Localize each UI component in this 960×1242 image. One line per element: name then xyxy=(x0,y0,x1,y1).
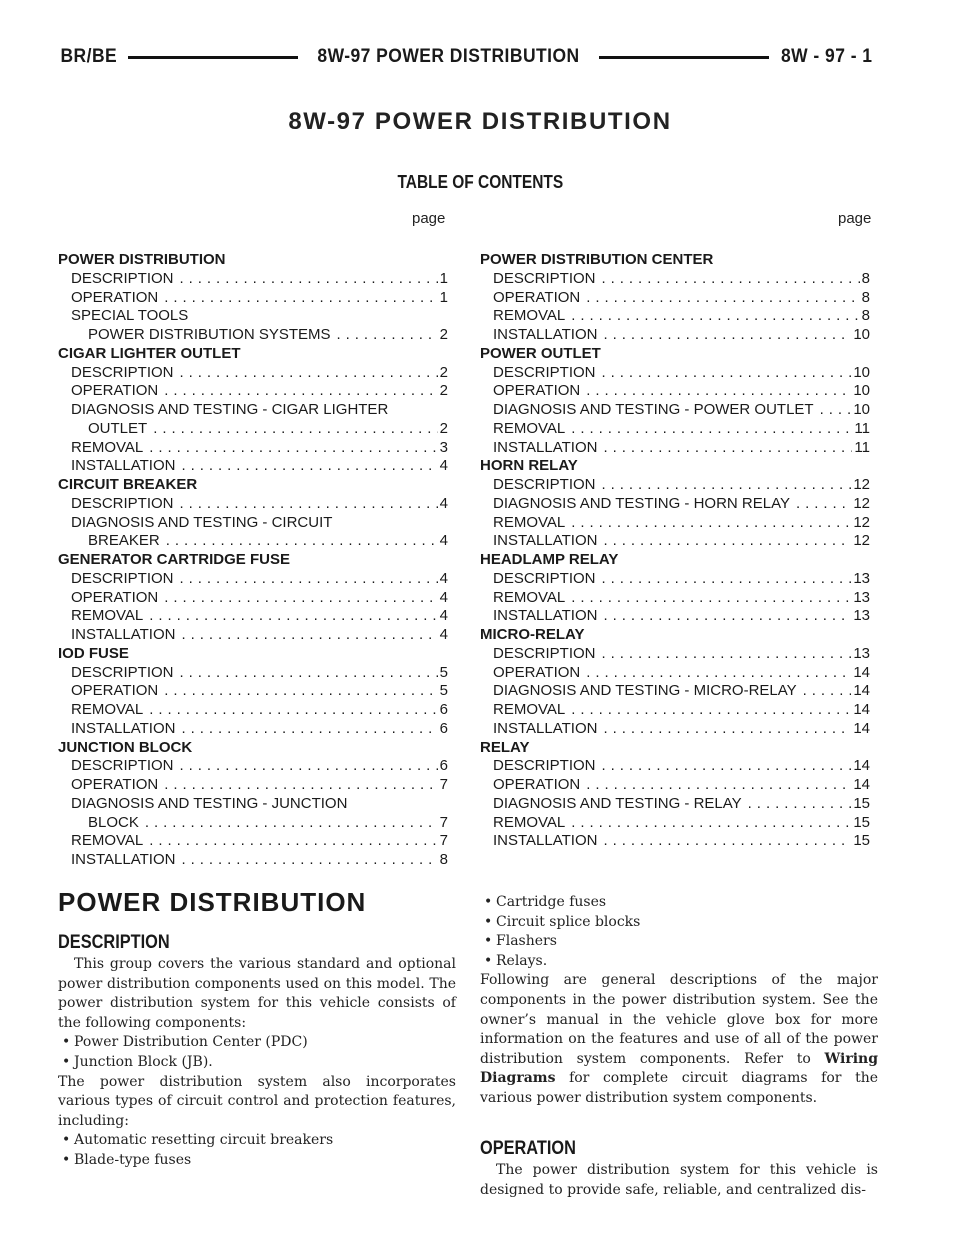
toc-entry-page: 4 xyxy=(439,626,448,643)
toc-entry xyxy=(480,289,870,308)
toc-entry-text: DIAGNOSIS AND TESTING - JUNCTION xyxy=(71,794,348,812)
toc-entry xyxy=(58,514,448,533)
toc-entry-text: OPERATION xyxy=(71,382,159,400)
toc-entry-text: REMOVAL xyxy=(493,813,566,831)
operation-column xyxy=(480,1161,878,1200)
toc-section-entry xyxy=(58,645,448,664)
toc-entry-text: INSTALLATION xyxy=(71,626,176,643)
toc-entry-page: 7 xyxy=(439,813,448,831)
toc-leader-dots xyxy=(181,851,437,870)
toc-entry xyxy=(480,326,870,345)
toc-section-entry xyxy=(480,551,870,570)
toc-entry-text: DIAGNOSIS AND TESTING - HORN RELAY xyxy=(493,494,790,512)
toc-leader-dots xyxy=(164,589,437,608)
toc-entry-page: 15 xyxy=(853,832,870,850)
toc-entry-text: INSTALLATION xyxy=(493,532,598,550)
toc-leader-dots xyxy=(164,382,437,401)
description-paragraph: The power distribution system also incorporates various types of circuit control and protection features, including: xyxy=(58,1073,456,1129)
toc-entry xyxy=(58,757,448,776)
toc-leader-dots xyxy=(180,270,438,289)
toc-entry xyxy=(58,832,448,851)
toc-section-entry xyxy=(58,251,448,270)
list-item: • Relays. xyxy=(484,952,548,969)
toc-leader-dots xyxy=(571,589,851,608)
toc-entry xyxy=(58,495,448,514)
toc-leader-dots xyxy=(603,532,851,551)
toc-leader-dots xyxy=(153,420,437,439)
toc-entry xyxy=(58,307,448,326)
toc-leader-dots xyxy=(603,607,851,626)
toc-section-entry xyxy=(58,551,448,570)
toc-entry-text: REMOVAL xyxy=(493,701,566,718)
toc-leader-dots xyxy=(586,289,859,308)
toc-section-entry xyxy=(480,345,870,364)
toc-entry-text: DIAGNOSIS AND TESTING - POWER OUTLET xyxy=(493,401,814,418)
toc-entry-page: 10 xyxy=(853,401,870,418)
toc-entry xyxy=(480,382,870,401)
toc-entry xyxy=(480,607,870,626)
toc-entry xyxy=(480,589,870,608)
toc-leader-dots xyxy=(571,307,859,326)
toc-entry xyxy=(480,270,870,289)
wiring-diagrams-reference: Wiring Diagrams xyxy=(480,1050,878,1087)
toc-entry xyxy=(480,420,870,439)
toc-leader-dots xyxy=(180,495,438,514)
toc-leader-dots xyxy=(149,607,437,626)
toc-entry-page: 6 xyxy=(439,719,448,737)
toc-left-column xyxy=(58,251,448,870)
toc-leader-dots xyxy=(603,326,851,345)
toc-entry-text: HORN RELAY xyxy=(480,457,578,475)
toc-section-entry xyxy=(58,345,448,364)
toc-page-label-right: page xyxy=(838,210,872,227)
toc-entry-text: REMOVAL xyxy=(71,438,144,456)
toc-section-entry xyxy=(480,457,870,476)
toc-entry xyxy=(480,757,870,776)
toc-entry xyxy=(480,814,870,833)
header-rule xyxy=(128,56,298,59)
list-item: • Flashers xyxy=(484,933,557,950)
header-model: BR/BE xyxy=(60,46,118,67)
toc-entry-text: INSTALLATION xyxy=(71,719,176,737)
toc-leader-dots xyxy=(571,514,851,533)
toc-entry-text: REMOVAL xyxy=(493,513,566,531)
toc-heading: TABLE OF CONTENTS xyxy=(397,172,563,192)
toc-entry-text: REMOVAL xyxy=(493,307,566,325)
toc-entry xyxy=(480,532,870,551)
toc-entry-text: OPERATION xyxy=(493,663,581,681)
toc-entry xyxy=(58,532,448,551)
toc-entry-text: INSTALLATION xyxy=(493,438,598,456)
toc-entry-page: 12 xyxy=(853,476,870,493)
toc-section-entry xyxy=(480,739,870,758)
toc-entry-page: 4 xyxy=(439,457,448,475)
list-item: • Circuit splice blocks xyxy=(484,913,641,930)
toc-entry xyxy=(58,626,448,645)
toc-entry-text: DIAGNOSIS AND TESTING - MICRO-RELAY xyxy=(493,682,797,700)
toc-entry xyxy=(58,664,448,683)
toc-entry xyxy=(58,570,448,589)
toc-entry xyxy=(58,420,448,439)
toc-entry xyxy=(58,289,448,308)
toc-entry-page: 2 xyxy=(439,363,448,381)
toc-entry-page: 4 xyxy=(439,494,448,512)
toc-entry-page: 1 xyxy=(439,269,448,287)
toc-entry xyxy=(58,851,448,870)
toc-entry-text: DESCRIPTION xyxy=(493,757,596,775)
toc-entry-text: IOD FUSE xyxy=(58,644,129,662)
toc-entry xyxy=(58,457,448,476)
toc-entry-text: REMOVAL xyxy=(71,701,144,718)
toc-entry-text: DESCRIPTION xyxy=(71,494,174,512)
toc-entry-page: 15 xyxy=(853,794,870,812)
toc-leader-dots xyxy=(602,476,852,495)
toc-entry-text: DIAGNOSIS AND TESTING - CIGAR LIGHTER xyxy=(71,401,389,418)
toc-entry xyxy=(58,795,448,814)
toc-entry-text: POWER DISTRIBUTION xyxy=(58,251,226,268)
toc-entry-page: 7 xyxy=(439,832,448,850)
toc-leader-dots xyxy=(181,457,437,476)
toc-entry-page: 6 xyxy=(439,701,448,718)
toc-entry-page: 4 xyxy=(439,569,448,587)
toc-entry-page: 2 xyxy=(439,382,448,400)
description-paragraph: Following are general descriptions of the major components in the power distribution system. See the owner’s manual in the vehicle glove box for more information on the features and use of all of the power distribution system components. Refer to Wiring Diagrams for complete circuit diagrams for the various power distribution system components. xyxy=(480,972,878,1106)
toc-entry-page: 8 xyxy=(439,851,448,868)
toc-entry xyxy=(480,776,870,795)
list-item: • Power Distribution Center (PDC) xyxy=(62,1034,308,1051)
toc-leader-dots xyxy=(145,814,438,833)
toc-entry xyxy=(480,645,870,664)
toc-entry-text: OPERATION xyxy=(493,288,581,306)
toc-entry-text: DESCRIPTION xyxy=(71,269,174,287)
toc-leader-dots xyxy=(164,682,437,701)
toc-entry xyxy=(480,682,870,701)
toc-entry xyxy=(58,682,448,701)
toc-leader-dots xyxy=(586,664,851,683)
toc-entry-text: DIAGNOSIS AND TESTING - RELAY xyxy=(493,794,742,812)
toc-entry xyxy=(58,382,448,401)
toc-leader-dots xyxy=(602,757,852,776)
toc-entry xyxy=(480,307,870,326)
toc-entry-page: 14 xyxy=(853,719,870,737)
toc-entry-text: JUNCTION BLOCK xyxy=(58,738,193,756)
toc-entry-text: OPERATION xyxy=(71,588,159,606)
toc-section-entry xyxy=(58,739,448,758)
toc-entry-text: DESCRIPTION xyxy=(71,363,174,381)
toc-leader-dots xyxy=(181,720,437,739)
toc-entry-page: 2 xyxy=(439,419,448,437)
toc-entry-text: REMOVAL xyxy=(493,419,566,437)
toc-entry-text: INSTALLATION xyxy=(71,851,176,868)
toc-entry xyxy=(58,814,448,833)
toc-entry-text: INSTALLATION xyxy=(493,832,598,850)
body-right-column xyxy=(480,893,878,1109)
toc-entry-text: OPERATION xyxy=(71,682,159,700)
toc-entry-text: BREAKER xyxy=(88,532,160,550)
toc-entry xyxy=(480,701,870,720)
toc-entry xyxy=(58,401,448,420)
toc-leader-dots xyxy=(803,682,852,701)
toc-entry-text: CIGAR LIGHTER OUTLET xyxy=(58,344,241,362)
toc-leader-dots xyxy=(603,439,852,458)
toc-leader-dots xyxy=(602,570,852,589)
toc-leader-dots xyxy=(586,776,851,795)
toc-entry-text: CIRCUIT BREAKER xyxy=(58,476,198,493)
description-paragraph: This group covers the various standard and optional power distribution components used on this model. The power distribution system for this vehicle consists of the following components: xyxy=(58,956,456,1031)
toc-entry-page: 12 xyxy=(853,494,870,512)
toc-entry-text: REMOVAL xyxy=(71,607,144,625)
toc-entry xyxy=(58,326,448,345)
toc-entry-page: 14 xyxy=(853,682,870,700)
header-page-number: 8W - 97 - 1 xyxy=(780,46,873,67)
toc-leader-dots xyxy=(748,795,852,814)
toc-entry-page: 4 xyxy=(439,532,448,550)
toc-entry-page: 8 xyxy=(861,288,870,306)
toc-entry-page: 13 xyxy=(853,607,870,625)
toc-entry-page: 10 xyxy=(853,326,870,343)
toc-leader-dots xyxy=(149,439,437,458)
toc-entry-text: REMOVAL xyxy=(493,588,566,606)
toc-entry-text: REMOVAL xyxy=(71,832,144,850)
toc-leader-dots xyxy=(164,776,437,795)
toc-section-entry xyxy=(480,626,870,645)
list-item: • Cartridge fuses xyxy=(484,894,607,910)
toc-entry-page: 15 xyxy=(853,813,870,831)
toc-entry xyxy=(58,607,448,626)
toc-entry xyxy=(58,364,448,383)
toc-entry-page: 14 xyxy=(853,701,870,718)
toc-entry xyxy=(58,439,448,458)
toc-entry-text: DESCRIPTION xyxy=(493,476,596,493)
toc-entry-text: BLOCK xyxy=(88,813,139,831)
toc-entry-text: OPERATION xyxy=(71,776,159,793)
toc-entry xyxy=(480,495,870,514)
toc-leader-dots xyxy=(181,626,437,645)
toc-entry-page: 5 xyxy=(439,663,448,681)
list-item: • Automatic resetting circuit breakers xyxy=(62,1132,334,1149)
toc-leader-dots xyxy=(586,382,851,401)
toc-entry-text: INSTALLATION xyxy=(493,326,598,343)
toc-section-entry xyxy=(58,476,448,495)
toc-entry-text: OPERATION xyxy=(71,288,159,306)
toc-entry xyxy=(480,401,870,420)
toc-leader-dots xyxy=(602,270,860,289)
toc-entry-text: INSTALLATION xyxy=(493,719,598,737)
toc-entry-text: GENERATOR CARTRIDGE FUSE xyxy=(58,551,290,568)
toc-entry-text: DESCRIPTION xyxy=(493,644,596,662)
toc-entry-page: 14 xyxy=(853,757,870,775)
toc-entry xyxy=(480,795,870,814)
toc-entry-page: 12 xyxy=(853,513,870,531)
toc-entry-text: DIAGNOSIS AND TESTING - CIRCUIT xyxy=(71,513,333,531)
toc-entry xyxy=(480,514,870,533)
toc-leader-dots xyxy=(796,495,851,514)
toc-entry-text: DESCRIPTION xyxy=(71,757,174,775)
toc-entry xyxy=(58,270,448,289)
toc-leader-dots xyxy=(149,832,437,851)
toc-leader-dots xyxy=(166,532,438,551)
toc-entry xyxy=(480,720,870,739)
toc-entry-text: HEADLAMP RELAY xyxy=(480,551,619,568)
toc-entry-page: 2 xyxy=(439,326,448,343)
toc-entry xyxy=(480,832,870,851)
toc-leader-dots xyxy=(603,832,851,851)
toc-entry-page: 5 xyxy=(439,682,448,700)
toc-entry-page: 10 xyxy=(853,363,870,381)
toc-leader-dots xyxy=(180,570,438,589)
toc-entry-page: 10 xyxy=(853,382,870,400)
toc-leader-dots xyxy=(149,701,437,720)
toc-leader-dots xyxy=(571,420,852,439)
toc-entry-page: 7 xyxy=(439,776,448,793)
toc-entry-text: INSTALLATION xyxy=(71,457,176,475)
toc-entry-page: 4 xyxy=(439,607,448,625)
operation-heading: OPERATION xyxy=(480,1138,576,1159)
toc-entry-text: POWER OUTLET xyxy=(480,344,601,362)
section-title: POWER DISTRIBUTION xyxy=(58,887,367,917)
toc-section-entry xyxy=(480,251,870,270)
toc-entry-page: 11 xyxy=(854,438,870,456)
toc-entry-page: 6 xyxy=(439,757,448,775)
toc-entry-text: DESCRIPTION xyxy=(493,363,596,381)
toc-entry-page: 12 xyxy=(853,532,870,550)
toc-entry-text: DESCRIPTION xyxy=(493,269,596,287)
toc-entry xyxy=(58,776,448,795)
toc-leader-dots xyxy=(180,757,438,776)
toc-entry-text: DESCRIPTION xyxy=(71,663,174,681)
toc-entry-page: 14 xyxy=(853,663,870,681)
toc-entry-text: OPERATION xyxy=(493,382,581,400)
toc-entry-page: 8 xyxy=(861,307,870,325)
toc-entry xyxy=(480,664,870,683)
toc-entry xyxy=(480,364,870,383)
toc-entry-text: OUTLET xyxy=(88,419,148,437)
header-section: 8W-97 POWER DISTRIBUTION xyxy=(316,46,580,67)
description-heading: DESCRIPTION xyxy=(58,932,170,953)
toc-entry-page: 13 xyxy=(853,644,870,662)
operation-paragraph: The power distribution system for this vehicle is designed to provide safe, reliable, and centralized dis- xyxy=(480,1162,878,1198)
list-item: • Blade-type fuses xyxy=(62,1151,192,1168)
toc-leader-dots xyxy=(602,645,852,664)
toc-entry xyxy=(58,701,448,720)
toc-entry-page: 13 xyxy=(853,588,870,606)
body-left-column xyxy=(58,955,456,1171)
toc-entry-page: 11 xyxy=(854,419,870,437)
toc-entry xyxy=(58,589,448,608)
toc-entry-text: MICRO-RELAY xyxy=(480,626,585,643)
toc-entry-text: RELAY xyxy=(480,738,530,756)
toc-leader-dots xyxy=(603,720,851,739)
toc-entry-page: 3 xyxy=(439,438,448,456)
page-title: 8W-97 POWER DISTRIBUTION xyxy=(288,108,672,135)
toc-leader-dots xyxy=(180,364,438,383)
toc-entry-text: DESCRIPTION xyxy=(493,569,596,587)
toc-leader-dots xyxy=(180,664,438,683)
toc-leader-dots xyxy=(571,701,851,720)
toc-entry-text: SPECIAL TOOLS xyxy=(71,307,189,325)
toc-leader-dots xyxy=(820,401,852,420)
toc-entry xyxy=(58,720,448,739)
toc-entry xyxy=(480,570,870,589)
toc-page-label-left: page xyxy=(412,210,446,227)
running-header xyxy=(58,44,876,70)
list-item: • Junction Block (JB). xyxy=(62,1053,213,1070)
toc-entry-page: 4 xyxy=(439,588,448,606)
toc-entry-text: POWER DISTRIBUTION CENTER xyxy=(480,251,714,268)
toc-entry-page: 13 xyxy=(853,569,870,587)
toc-entry-text: DESCRIPTION xyxy=(71,569,174,587)
toc-entry-text: INSTALLATION xyxy=(493,607,598,625)
toc-right-column xyxy=(480,251,870,851)
toc-leader-dots xyxy=(602,364,852,383)
toc-entry xyxy=(480,476,870,495)
toc-entry xyxy=(480,439,870,458)
toc-entry-page: 14 xyxy=(853,776,870,793)
toc-entry-text: POWER DISTRIBUTION SYSTEMS xyxy=(88,326,331,343)
toc-leader-dots xyxy=(571,814,851,833)
toc-leader-dots xyxy=(164,289,437,308)
toc-entry-page: 8 xyxy=(861,269,870,287)
toc-entry-text: OPERATION xyxy=(493,776,581,793)
toc-entry-page: 1 xyxy=(439,288,448,306)
header-rule xyxy=(599,56,769,59)
toc-leader-dots xyxy=(337,326,438,345)
